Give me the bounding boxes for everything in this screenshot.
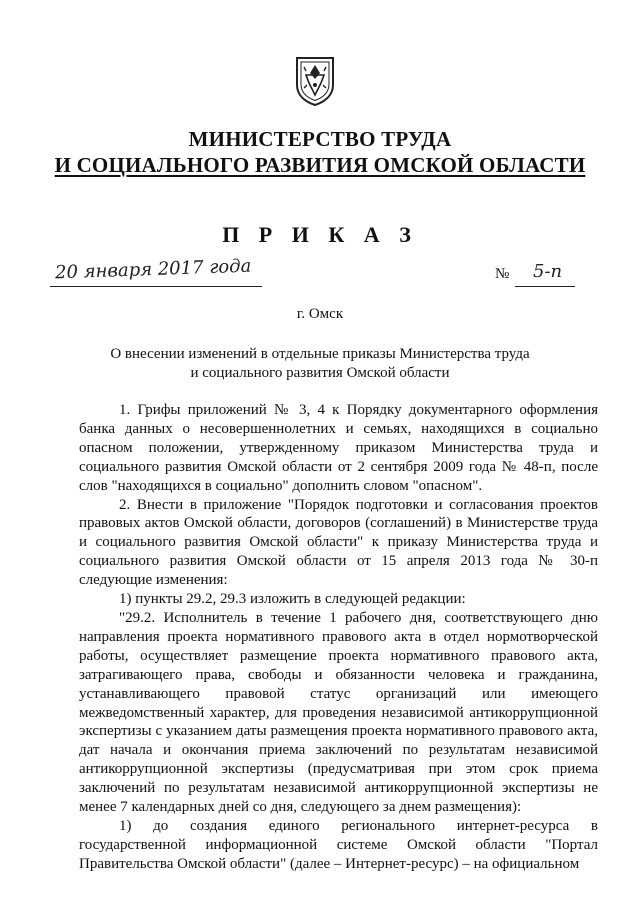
paragraph-5: 1) до создания единого регионального интернет-ресурса в государственной информационной системе Омской области "Портал Правительства Омской области" (далее – Интернет-ресурс) – на официальном [79, 817, 598, 872]
order-body [79, 401, 598, 874]
document-type-title: П Р И К А З [222, 222, 418, 247]
ministry-name-line1: МИНИСТЕРСТВО ТРУДА [188, 127, 452, 151]
paragraph-3: 1) пункты 29.2, 29.3 изложить в следующей редакции: [119, 591, 466, 608]
coat-of-arms-icon [293, 55, 337, 107]
handwritten-number: 5-п [533, 261, 563, 282]
subject-line2: и социального развития Омской области [190, 365, 450, 381]
city-name: г. Омск [296, 306, 344, 322]
ministry-name-line2: И СОЦИАЛЬНОГО РАЗВИТИЯ ОМСКОЙ ОБЛАСТИ [54, 153, 586, 177]
subject-line1: О внесении изменений в отдельные приказы Министерства труда [110, 346, 530, 362]
paragraph-1: 1. Грифы приложений № 3, 4 к Порядку документарного оформления банка данных о несовершеннолетних и семьях, находящихся в социально опасном положении, утвержденному приказом Министерства труда и социального развития Омской области от 2 сентября 2009 года № 48-п, после слов "находящихся в социально" дополнить словом "опасном". [79, 402, 598, 494]
paragraph-2: 2. Внести в приложение "Порядок подготовки и согласования проектов правовых актов Омской области, договоров (соглашений) в Министерстве труда и социального развития Омской области" к приказу Министерства труда и социального развития Омской области от 15 апреля 2013 года № 30-п следующие изменения: [79, 496, 598, 589]
handwritten-date: 20 января 2017 года [54, 255, 252, 284]
order-subject [0, 345, 640, 383]
paragraph-4: "29.2. Исполнитель в течение 1 рабочего дня, соответствующего дню направления проекта нормативного правового акта в отдел нормотворческой работы, осуществляет размещение проекта нормативного правового акта, затрагивающего права, свободы и обязанности человека и гражданина, устанавливающего правовой статус организаций или имеющего межведомственный характер, для проведения независимой антикоррупционной экспертизы с указанием даты размещения проекта нормативного правового акта, дат начала и окончания приема заключений по результатам независимой антикоррупционной экспертизы (предусматривая при этом срок приема заключений по результатам независимой антикоррупционной экспертизы не менее 7 календарных дней со дня, следующего за днем размещения): [79, 609, 598, 816]
number-label: № [495, 266, 510, 282]
